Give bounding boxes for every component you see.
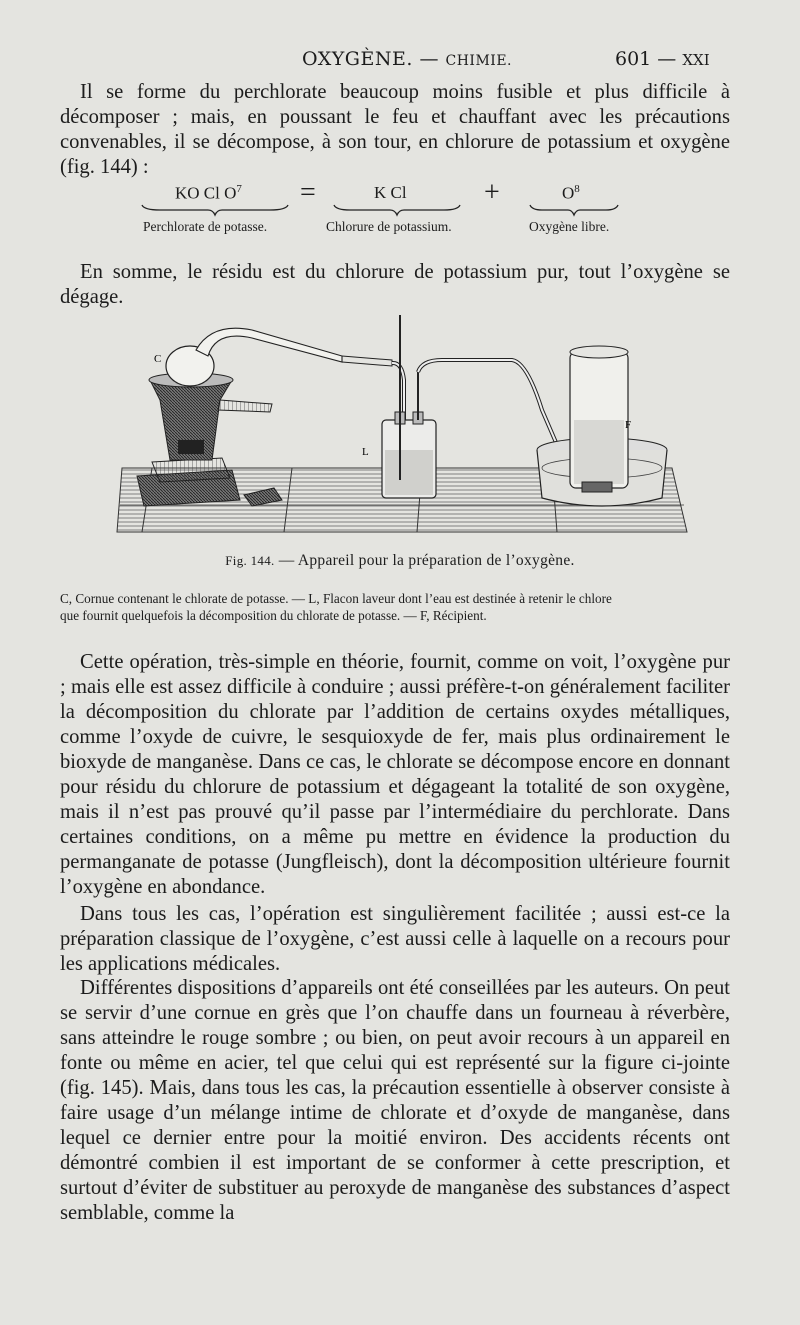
figure-number: Fig. 144. [225,553,275,568]
label-f: F [625,419,632,431]
paragraph-summary: En somme, le résidu est du chlorure de potassium pur, tout l’oxygène se dégage. [60,261,730,308]
right-label: Oxygène libre. [529,219,610,234]
sheet-signature: XXI [682,51,710,69]
paragraph-operation: Cette opération, très-simple en théorie, fournit, comme on voit, l’oxygène pur ; mais elle est assez difficile à conduire ; aussi préfère-t-on généralement faciliter la décomposition du chlorate par l’addition de certains oxydes métalliques, comme l’oxyde de cuivre, le sesquioxyde de fer, mais plus ordinairement le bioxyde de manganèse. Dans ce cas, le chlorate se décompose encore en donnant pour résidu du chlorure de potassium et dégageant la totalité de son oxygène, mais il n’est pas prouvé qu’il passe par l’intermédiaire du perchlorate. Dans certaines conditions, on a même pu mettre en évidence la production du permanganate de potasse (Jungfleisch), dont la décomposition ultérieure fournit l’oxygène en abondance. [60,651,730,898]
running-title [302,48,512,70]
equation-left-term [175,183,242,204]
folio-separator: — [651,48,683,70]
running-title-sub: CHIMIE. [445,53,512,69]
left-superscript: 7 [236,183,242,195]
page-folio [615,48,710,70]
label-c: C [154,353,162,365]
page-number: 601 [615,48,652,70]
running-title-separator: — [412,48,446,70]
equation-middle-term: K Cl [374,183,407,202]
paragraph-apparatus-dispositions: Différentes dispositions d’appareils ont été conseillées par les auteurs. On peut se servir d’une cornue en grès que l’on chauffe dans un fourneau à réverbère, sans atteindre le rouge sombre ; ou bien, on peut avoir recours à un appareil en fonte ou même en acier, tel que celui qui est représenté sur la figure ci-jointe (fig. 145). Mais, dans tous les cas, la précaution essentielle à observer consiste à faire usage d’un mélange intime de chlorate et d’oxyde de manganèse, dans lequel ce dernier entre pour la moitié environ. Des accidents récents ont démontré combien il est important de se conformer à cette prescription, et surtout d’éviter de substituer au peroxyde de manganèse des substances d’aspect semblable, comme la [60,977,730,1224]
figure-title: — Appareil pour la préparation de l’oxygène. [274,552,575,569]
figure-legend [60,590,740,624]
running-title-main: OXYGÈNE. [302,48,413,70]
right-formula: O [562,183,575,203]
middle-underbrace [332,203,462,217]
recipient [537,346,667,506]
chemical-equation [0,177,800,243]
equals-sign: = [300,177,316,208]
apparatus-illustration [112,300,692,540]
left-underbrace [140,203,290,217]
right-superscript: 8 [574,183,580,195]
paragraph-classic-preparation: Dans tous les cas, l’opération est singulièrement facilitée ; aussi est-ce la préparation classique de l’oxygène, c’est aussi celle à laquelle on a recours pour les applications médicales. [60,903,730,975]
paragraph-perchlorate: Il se forme du perchlorate beaucoup moins fusible et plus difficile à décomposer ; mais, en poussant le feu et chauffant avec les précautions convenables, il se décompose, à son tour, en chlorure de potassium et oxygène (fig. 144) : [60,81,730,178]
running-header [0,46,800,76]
left-formula: KO Cl O [175,183,237,203]
equation-right-term [562,183,580,204]
right-underbrace [528,203,620,217]
middle-label: Chlorure de potassium. [326,219,452,234]
label-l: L [362,446,369,458]
legend-line: que fournit quelquefois la décomposition du chlorate de potasse. — F, Récipient. [60,608,487,623]
wash-bottle [382,315,436,498]
left-label: Perchlorate de potasse. [143,219,268,234]
retort [166,328,392,386]
legend-line: C, Cornue contenant le chlorate de potasse. — L, Flacon laveur dont l’eau est destinée à retenir le chlore [60,591,612,606]
plus-sign: + [484,177,500,208]
figure-caption [0,552,800,570]
